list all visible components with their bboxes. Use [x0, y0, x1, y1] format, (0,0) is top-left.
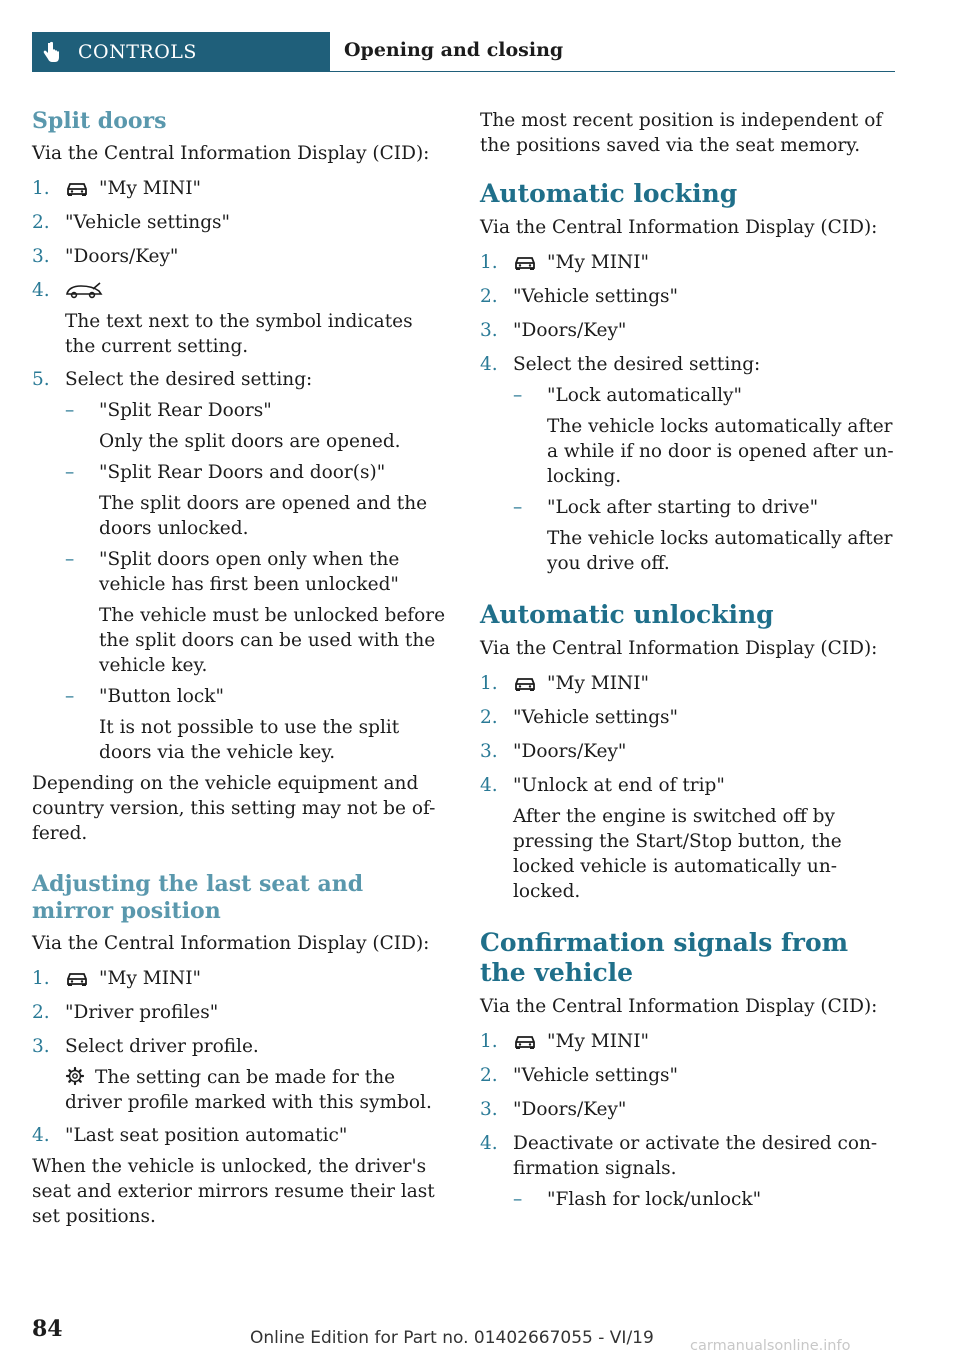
heading-confirmation-signals: Confirmation signals from the vehicle — [480, 928, 849, 987]
list-item — [480, 284, 895, 309]
right-column — [480, 108, 895, 1212]
car-icon — [513, 1034, 537, 1050]
step-label: Select driver profile. — [65, 1036, 259, 1057]
step-label: "Vehicle settings" — [513, 286, 679, 307]
intro-text: Via the Central Information Display (CID): — [480, 217, 878, 238]
step-label: "My MINI" — [547, 673, 650, 694]
steps-list — [480, 1029, 895, 1212]
list-item — [480, 352, 895, 576]
step-number: 1. — [32, 968, 50, 989]
list-item — [32, 1034, 447, 1115]
list-item — [480, 739, 895, 764]
step-label: "My MINI" — [99, 178, 202, 199]
list-item — [480, 773, 895, 904]
step-number: 2. — [480, 707, 498, 728]
step-number: 1. — [32, 178, 50, 199]
options-list — [65, 398, 447, 765]
list-item — [480, 671, 895, 696]
list-item — [480, 318, 895, 343]
chapter-title: Opening and closing — [344, 39, 564, 61]
step-number: 5. — [32, 369, 50, 390]
list-item — [32, 278, 447, 359]
dash-bullet: – — [65, 462, 75, 483]
section-label: CONTROLS — [78, 40, 197, 63]
list-item — [65, 547, 447, 678]
option-label: "Split Rear Doors" — [99, 400, 272, 421]
page-header — [32, 32, 895, 72]
steps-list — [32, 966, 447, 1148]
option-description: The vehicle must be unlocked before the split doors can be used with the vehicle key. — [99, 605, 446, 676]
step-number: 2. — [32, 1002, 50, 1023]
list-item — [32, 210, 447, 235]
step-label: "My MINI" — [547, 1031, 650, 1052]
step-label: "Vehicle settings" — [513, 1065, 679, 1086]
car-icon — [513, 255, 537, 271]
section-tab — [32, 32, 330, 71]
step-label: "Doors/Key" — [65, 246, 179, 267]
list-item — [32, 966, 447, 991]
list-item — [65, 460, 447, 541]
list-item — [32, 1000, 447, 1025]
list-item — [32, 244, 447, 269]
list-item — [65, 398, 447, 454]
list-item — [513, 495, 895, 576]
list-item — [480, 1029, 895, 1054]
step-number: 3. — [32, 246, 50, 267]
option-label: "Flash for lock/unlock" — [547, 1189, 762, 1210]
heading-split-doors: Split doors — [32, 108, 167, 134]
option-description: Only the split doors are opened. — [99, 431, 401, 452]
step-number: 3. — [480, 320, 498, 341]
step-number: 1. — [480, 252, 498, 273]
step-number: 1. — [480, 673, 498, 694]
option-description: It is not possible to use the split doors via the vehicle key. — [99, 717, 400, 763]
intro-text: Via the Central Information Display (CID): — [480, 638, 878, 659]
step-number: 3. — [32, 1036, 50, 1057]
list-item — [480, 1131, 895, 1212]
dash-bullet: – — [513, 385, 523, 406]
list-item — [513, 383, 895, 489]
step-note: The setting can be made for the driver profile marked with this symbol. — [65, 1067, 432, 1113]
step-number: 4. — [32, 280, 50, 301]
step-label: "Driver profiles" — [65, 1002, 219, 1023]
list-item — [65, 684, 447, 765]
option-description: The vehicle locks automatically after you drive off. — [547, 528, 893, 574]
body-text: When the vehicle is unlocked, the driver's seat and exterior mirrors resume their last set positions. — [32, 1156, 435, 1227]
step-label: "Doors/Key" — [513, 741, 627, 762]
intro-text: Via the Central Information Display (CID): — [480, 996, 878, 1017]
step-number: 3. — [480, 1099, 498, 1120]
step-label: Select the desired setting: — [513, 354, 761, 375]
step-number: 2. — [480, 1065, 498, 1086]
step-number: 1. — [480, 1031, 498, 1052]
intro-text: Via the Central Information Display (CID): — [32, 933, 430, 954]
intro-text: Via the Central Information Display (CID): — [32, 143, 430, 164]
option-description: The vehicle locks automatically after a while if no door is opened after un-locking. — [547, 416, 894, 487]
step-number: 4. — [480, 1133, 498, 1154]
dash-bullet: – — [65, 549, 75, 570]
option-label: "Split Rear Doors and door(s)" — [99, 462, 386, 483]
heading-automatic-locking: Automatic locking — [480, 179, 738, 208]
option-description: The split doors are opened and the doors unlocked. — [99, 493, 428, 539]
list-item — [32, 1123, 447, 1148]
step-label: "My MINI" — [547, 252, 650, 273]
step-label: Deactivate or activate the desired con-firmation signals. — [513, 1133, 878, 1179]
step-number: 4. — [480, 354, 498, 375]
list-item — [32, 367, 447, 765]
heading-automatic-unlocking: Automatic unlocking — [480, 600, 774, 629]
list-item — [480, 1097, 895, 1122]
step-label: Select the desired setting: — [65, 369, 313, 390]
body-text: Depending on the vehicle equipment and country version, this setting may not be of-fered. — [32, 773, 436, 844]
options-list — [513, 1187, 895, 1212]
open-door-car-icon — [65, 281, 103, 299]
list-item — [480, 250, 895, 275]
step-label: "Doors/Key" — [513, 320, 627, 341]
list-item — [32, 176, 447, 201]
step-label: "Doors/Key" — [513, 1099, 627, 1120]
steps-list — [32, 176, 447, 765]
car-icon — [513, 676, 537, 692]
step-number: 4. — [480, 775, 498, 796]
step-label: "Vehicle settings" — [513, 707, 679, 728]
steps-list — [480, 250, 895, 576]
list-item — [513, 1187, 895, 1212]
dash-bullet: – — [513, 1189, 523, 1210]
step-label: "Vehicle settings" — [65, 212, 231, 233]
step-number: 2. — [480, 286, 498, 307]
edition-note: Online Edition for Part no. 01402667055 - VI/19 — [250, 1328, 654, 1348]
step-note: The text next to the symbol indicates the current setting. — [65, 311, 413, 357]
step-label: "My MINI" — [99, 968, 202, 989]
step-number: 3. — [480, 741, 498, 762]
option-label: "Button lock" — [99, 686, 224, 707]
dash-bullet: – — [513, 497, 523, 518]
step-number: 2. — [32, 212, 50, 233]
body-text: The most recent position is independent of the positions saved via the seat memory. — [480, 110, 883, 156]
car-icon — [65, 971, 89, 987]
step-note: After the engine is switched off by pressing the Start/Stop button, the locked vehicle is automatically un-locked. — [513, 806, 842, 902]
car-icon — [65, 181, 89, 197]
left-column — [32, 108, 447, 1229]
watermark-link[interactable]: carmanualsonline.info — [690, 1338, 851, 1354]
step-label: "Unlock at end of trip" — [513, 775, 725, 796]
step-number: 4. — [32, 1125, 50, 1146]
option-label: "Lock automatically" — [547, 385, 743, 406]
steps-list — [480, 671, 895, 904]
option-label: "Lock after starting to drive" — [547, 497, 819, 518]
gear-icon — [65, 1066, 85, 1086]
hand-pointer-icon — [40, 41, 62, 63]
dash-bullet: – — [65, 686, 75, 707]
dash-bullet: – — [65, 400, 75, 421]
heading-last-seat: Adjusting the last seat and mirror position — [32, 871, 364, 924]
step-label: "Last seat position automatic" — [65, 1125, 348, 1146]
list-item — [480, 1063, 895, 1088]
list-item — [480, 705, 895, 730]
options-list — [513, 383, 895, 576]
option-label: "Split doors open only when the vehicle has first been unlocked" — [99, 549, 400, 595]
page-number: 84 — [32, 1316, 63, 1342]
